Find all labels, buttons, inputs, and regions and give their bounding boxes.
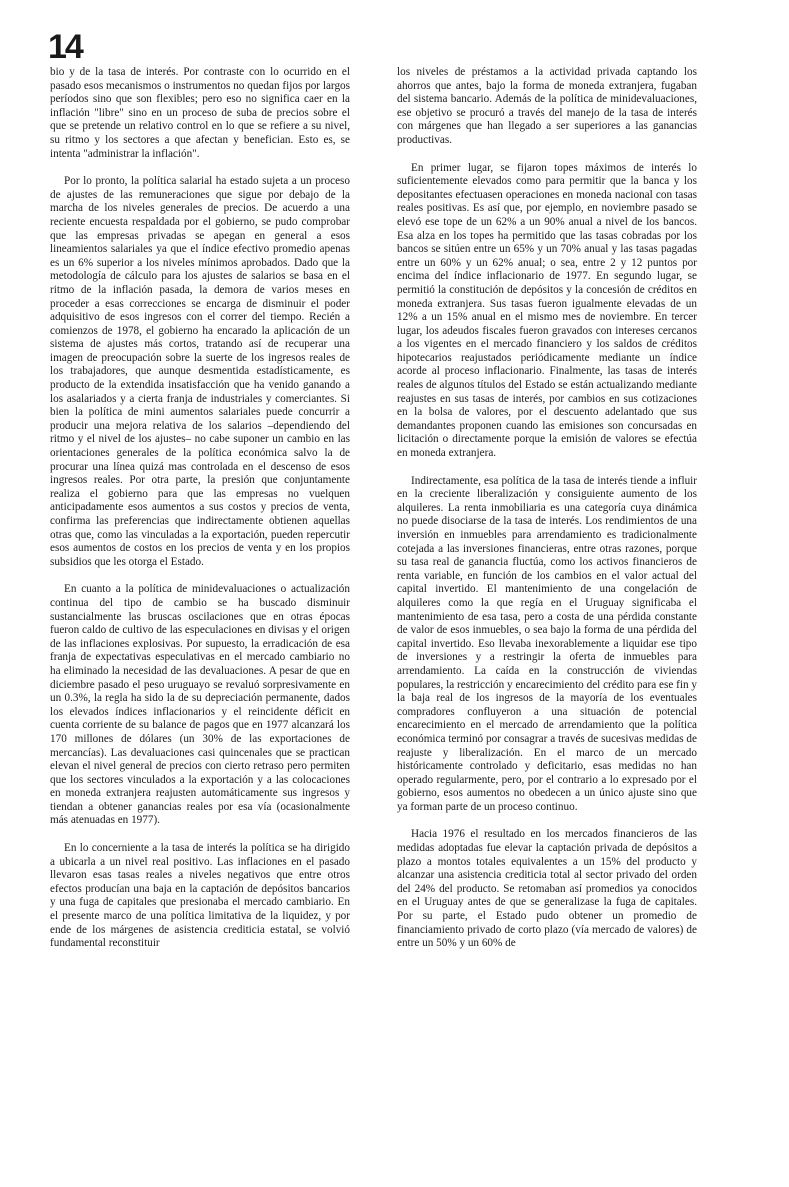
paragraph: Por lo pronto, la política salarial ha estado sujeta a un proceso de ajustes de las remuneraciones que sigue por debajo de la marcha de los niveles generales de precios. De acuerdo a una reciente encuesta respaldada por el gobierno, se pudo comprobar que las empresas privadas se apegan en general a esos lineamientos salariales ya que el índice efectivo promedio apenas es un 6% superior a los niveles mínimos aprobados. Dado que la metodología de cálculo para los ajustes de salarios se basa en el ritmo de la inflación pasada, la demora de varios meses en proceder a esas correcciones se encarga de disminuir el poder adquisitivo de esos ingresos con el correr del tiempo. Recién a comienzos de 1978, el gobierno ha encarado la aplicación de un sistema de ajustes más cortos, tratando así de recuperar una imagen de preocupación sobre la suerte de los ingresos reales de los trabajadores, que aunque desmentida estadísticamente, es producto de la extendida insatisfacción que ha venido ganando a los asalariados y a cierta franja de industriales y comerciantes. Si bien la política de mini aumentos salariales puede concurrir a producir una mejora relativa de los salarios –dependiendo del ritmo y el nivel de los ajustes– no cabe suponer un cambio en las orientaciones generales de la política económica salvo la de procurar una línea quizá mas controlada en el descenso de esos ingresos reales. Por otra parte, la presión que conjuntamente realiza el gobierno para que las empresas no vuelquen anticipadamente esos aumentos a sus costos y precios de venta, confirma las preferencias que indirectamente obtienen aquellas otras que, como las vinculadas a la exportación, pueden repercutir esos aumentos de costos en los precios de venta y en los propios subsidios que les otorga el Estado. — [50, 175, 350, 568]
paragraph: los niveles de préstamos a la actividad privada captando los ahorros que antes, bajo la forma de moneda extranjera, fugaban del sistema bancario. Además de la política de minidevaluaciones, ese objetivo se procuró a través del manejo de la tasa de interés con márgenes que han llegado a ser superiores a las ganancias productivas. — [397, 66, 697, 146]
paragraph: En primer lugar, se fijaron topes máximos de interés lo suficientemente elevados como para permitir que la banca y los depositantes efectuasen operaciones en moneda nacional con tasas reales positivas. Es así que, por ejemplo, en noviembre pasado se elevó ese tope de un 62% a un 90% anual a nivel de los bancos. Esa alza en los topes ha permitido que las tasas cobradas por los bancos se sitúen entre un 65% y un 70% anual y las tasas pagadas entre un 60% y un 62% anual; o sea, entre 2 y 12 puntos por encima del índice inflacionario de 1977. En segundo lugar, se permitió la constitución de depósitos y la concesión de créditos en moneda extranjera. Sus tasas fueron igualmente elevadas de un 12% a un 15% anual en el mismo mes de noviembre. En tercer lugar, los adeudos fiscales fueron gravados con intereses cercanos a los vigentes en el mercado financiero y los saldos de créditos hipotecarios reajustados periódicamente mediante un índice acorde al proceso inflacionario. Finalmente, las tasas de interés reales de algunos títulos del Estado se están actualizando mediante reajustes en sus tasas de interés, por cambios en sus cotizaciones en la bolsa de valores, por el descuento adelantado que sus demandantes proponen cuando las emisiones son concursadas en licitación o directamente porque la emisión de valores se efectúa en moneda extranjera. — [397, 161, 697, 460]
paragraph: Indirectamente, esa política de la tasa de interés tiende a influir en la creciente liberalización y consiguiente aumento de los alquileres. La renta inmobiliaria es una categoría cuya dinámica no puede disociarse de la tasa de interés. Los rendimientos de una inversión en inmuebles para arrendamiento es tradicionalmente cotejada a las inversiones financieras, entre otras razones, porque su tasa real de ganancia fluctúa, como los activos financieros de renta variable, en función de los cambios en el valor actual del capital invertido. El mantenimiento de una congelación de alquileres como la que regía en el Uruguay significaba el mantenimiento de esa tasa, pero a costa de una pérdida constante de valor de esos inmuebles, o sea bajo la forma de una pérdida del capital invertido. Eso llevaba inexorablemente a liquidar ese tipo de inversiones y a restringir la oferta de inmuebles para arrendamiento. La caída en la construcción de viviendas populares, la restricción y encarecimiento del crédito para ese fin y la baja real de los ingresos de la mayoría de los eventuales compradores confluyeron a una situación de potencial encarecimiento en el mercado de arrendamiento que la política económica terminó por consagrar a través de sucesivas medidas de reajuste y liberalización. En el marco de un mercado históricamente controlado y deficitario, esas medidas no han operado regularmente, pero, por el contrario a lo expresado por el gobierno, esos aumentos no obedecen a un único ajuste sino que ya forman parte de un proceso continuo. — [397, 474, 697, 813]
left-text-column — [50, 66, 350, 965]
paragraph: En lo concerniente a la tasa de interés la política se ha dirigido a ubicarla a un nivel real positivo. Las inflaciones en el pasado llevaron esas tasas reales a niveles negativos que entre otros efectos producían una baja en la captación de depósitos bancarios y una fuga de capitales que presionaba el mercado cambiario. En el presente marco de una política limitativa de la liquidez, y por ende de los márgenes de asistencia crediticia estatal, se volvió fundamental reconstituir — [50, 842, 350, 950]
page-number: 14 — [48, 28, 82, 66]
right-text-column — [397, 66, 697, 965]
paragraph: bio y de la tasa de interés. Por contraste con lo ocurrido en el pasado esos mecanismos o instrumentos no quedan fijos por largos períodos sino que son flexibles; pero eso no significa caer en la inflación "libre" sino en un proceso de suba de precios sobre el que se pretende un relativo control en lo que se refiere a su nivel, su ritmo y los sectores a que afectan y benefician. Esto es, se intenta "administrar la inflación". — [50, 66, 350, 160]
paragraph: En cuanto a la política de minidevaluaciones o actualización continua del tipo de cambio se ha buscado disminuir sustancialmente las bruscas oscilaciones que en otras épocas fueron caldo de cultivo de las especulaciones en divisas y el origen de las inflaciones explosivas. Por supuesto, la erradicación de esa franja de expectativas especulativas en el mercado cambiario no ha eliminado la necesidad de las devaluaciones. A pesar de que en diciembre pasado el peso uruguayo se revaluó sorpresivamente en un 0.3%, la regla ha sido la de su depreciación permanente, dados los elevados índices inflacionarios y el reincidente déficit en cuenta corriente de su balance de pagos que en 1977 alcanzará los 170 millones de dólares (un 30% de las exportaciones de mercancías). Las devaluaciones casi quincenales que se practican elevan el nivel general de precios con cierto retraso pero permiten que los sectores vinculados a la exportación y a las colocaciones en moneda extranjera reajusten automáticamente sus ingresos y tiendan a obtener ganancias reales por esa vía (ocasionalmente más atenuadas en 1977). — [50, 583, 350, 827]
paragraph: Hacia 1976 el resultado en los mercados financieros de las medidas adoptadas fue elevar la captación privada de depósitos a plazo a montos totales equivalentes a un 15% del producto y alcanzar una asistencia crediticia total al sector privado del orden del 24% del producto. Se retomaban así promedios ya conocidos en el Uruguay antes de que se generalizase la fuga de capitales. Por su parte, el Estado pudo obtener un promedio de financiamiento privado de corto plazo (vía mercado de valores) de entre un 50% y un 60% de — [397, 828, 697, 950]
